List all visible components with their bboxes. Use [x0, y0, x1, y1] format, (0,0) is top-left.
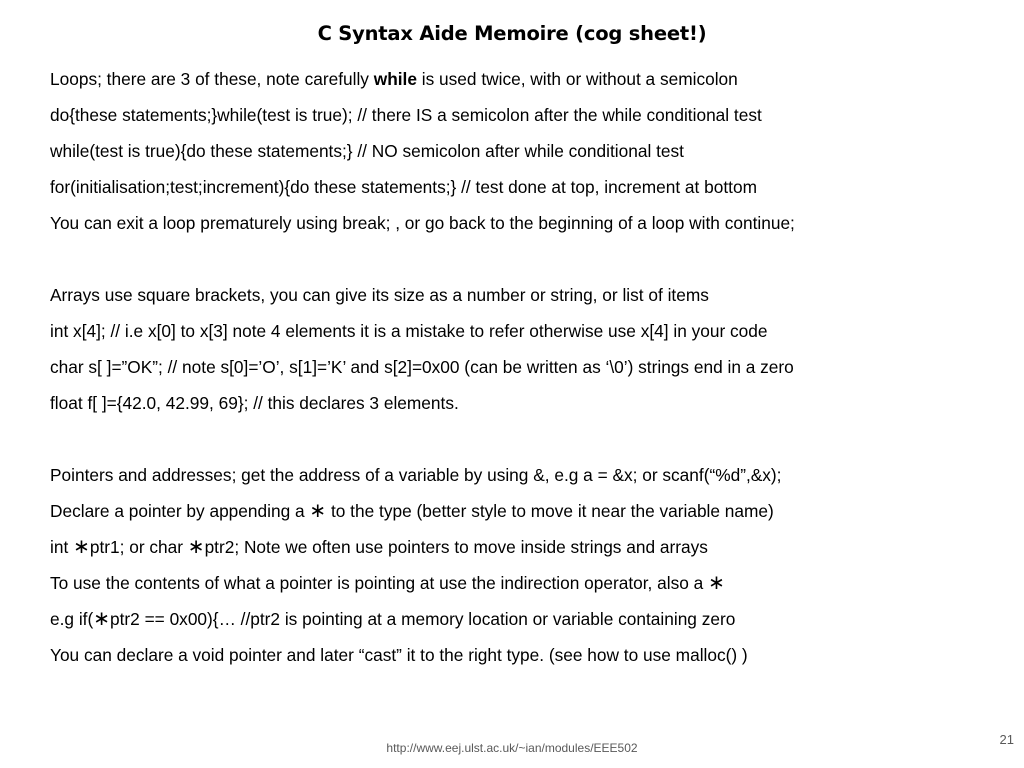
char-array-line: char s[ ]=”OK”; // note s[0]=’O’, s[1]=’K’ and s[2]=0x00 (can be written as ‘\0’) strings end in a zero	[50, 357, 794, 377]
arrays-intro-line: Arrays use square brackets, you can give its size as a number or string, or list of items	[50, 285, 709, 305]
footer-url: http://www.eej.ulst.ac.uk/~ian/modules/EEE502	[386, 741, 638, 755]
pointer-declare-tail: to the type (better style to move it near the variable name)	[326, 501, 774, 521]
page-number: 21	[999, 732, 1014, 747]
pointer-example-note: ptr2; Note we often use pointers to move inside strings and arrays	[204, 537, 708, 557]
if-example-start: e.g if(	[50, 609, 94, 629]
asterisk-symbol: ∗	[309, 498, 327, 522]
int-array-line: int x[4]; // i.e x[0] to x[3] note 4 elements it is a mistake to refer otherwise use x[4] in your code	[50, 321, 768, 341]
pointer-if-example-line	[50, 608, 735, 630]
indirection-line	[50, 572, 725, 594]
for-line: for(initialisation;test;increment){do these statements;} // test done at top, increment at bottom	[50, 177, 757, 197]
indirection-text: To use the contents of what a pointer is pointing at use the indirection operator, also a	[50, 573, 709, 593]
loops-intro-line	[50, 68, 738, 90]
asterisk-symbol: ∗	[93, 606, 110, 630]
pointer-declare-text: Declare a pointer by appending a	[50, 501, 310, 521]
pointers-address-line: Pointers and addresses; get the address of a variable by using &, e.g a = &x; or scanf(“%d”,&x);	[50, 465, 782, 485]
pointer-declare-line	[50, 500, 774, 522]
loops-intro-text: Loops; there are 3 of these, note carefully	[50, 69, 374, 89]
pointer-example-int: int	[50, 537, 74, 557]
loops-intro-tail: is used twice, with or without a semicolon	[416, 69, 738, 89]
slide-title: C Syntax Aide Memoire (cog sheet!)	[317, 22, 707, 45]
pointer-example-line	[50, 536, 708, 558]
pointer-example-char: ptr1; or char	[89, 537, 188, 557]
asterisk-symbol: ∗	[187, 534, 205, 558]
asterisk-symbol: ∗	[708, 570, 725, 594]
loops-intro-bold-while: while	[373, 69, 417, 89]
asterisk-symbol: ∗	[73, 534, 90, 558]
if-example-rest: ptr2 == 0x00){… //ptr2 is pointing at a memory location or variable containing zero	[110, 609, 736, 629]
void-pointer-line: You can declare a void pointer and later “cast” it to the right type. (see how to use malloc() )	[50, 645, 748, 665]
while-line: while(test is true){do these statements;} // NO semicolon after while conditional test	[50, 141, 684, 161]
do-while-line: do{these statements;}while(test is true); // there IS a semicolon after the while conditional test	[50, 105, 762, 125]
float-array-line: float f[ ]={42.0, 42.99, 69}; // this declares 3 elements.	[50, 393, 459, 413]
break-continue-line: You can exit a loop prematurely using break; , or go back to the beginning of a loop with continue;	[50, 213, 795, 233]
